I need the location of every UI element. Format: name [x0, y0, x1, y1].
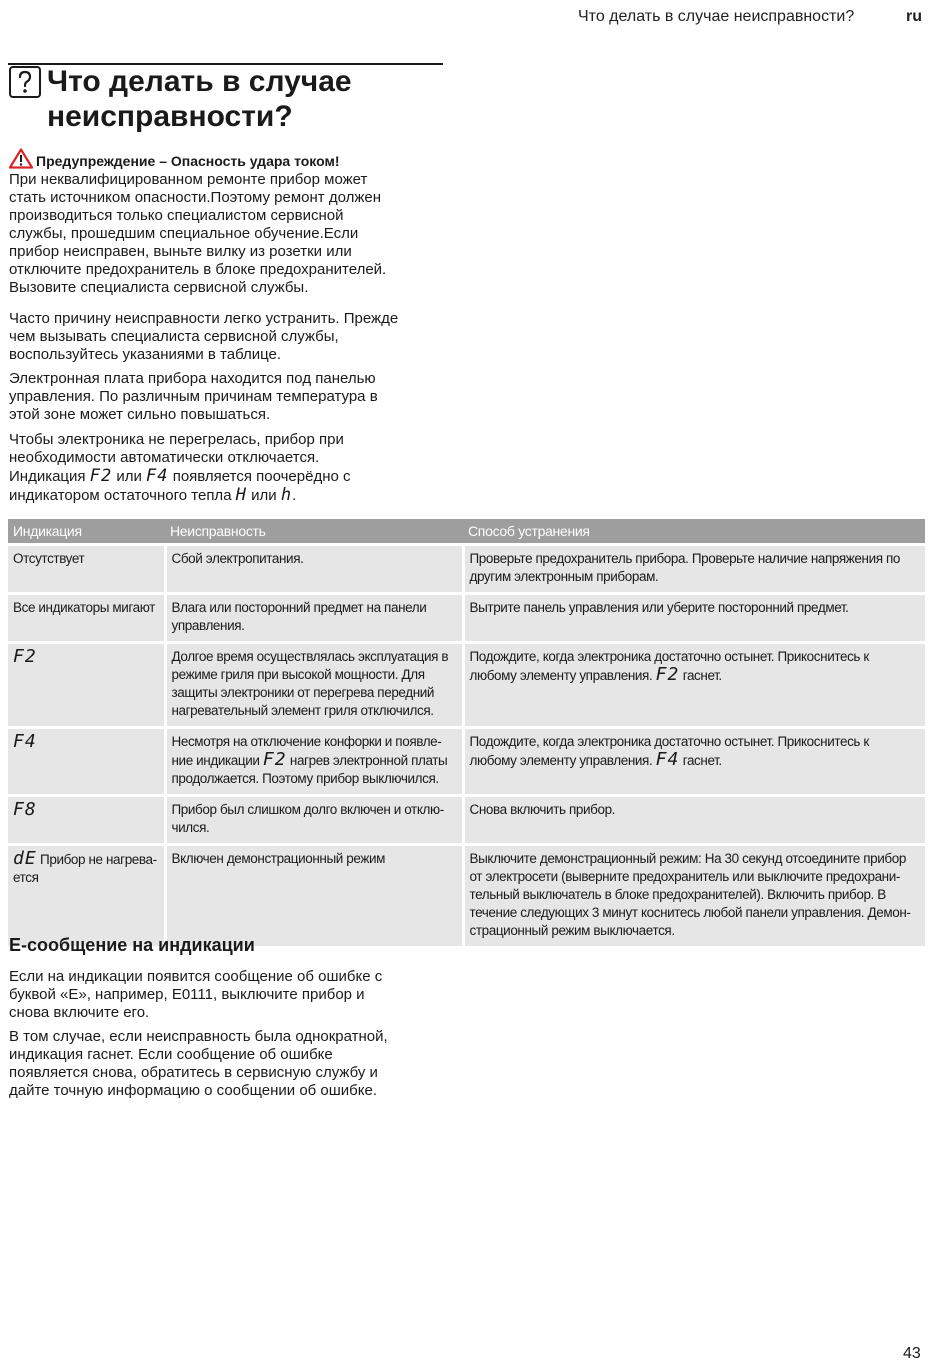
text-line: необходимости автоматически отключается. — [9, 449, 320, 466]
cell-line: Несмотря на отключение конфорки и появле- — [171, 734, 442, 749]
cell-line: Прибор был слишком долго включен и отклю- — [171, 802, 444, 817]
troubleshooting-table — [8, 519, 925, 946]
text-line: Часто причину неисправности легко устранить. Прежде — [9, 310, 399, 327]
cell-line: ется — [13, 870, 39, 885]
e-section-paragraph-2 — [9, 1028, 449, 1100]
cell-line — [470, 751, 921, 770]
warning-triangle-icon — [9, 148, 33, 169]
table-row — [8, 545, 925, 594]
cell-line: продолжается. Поэтому прибор выключился. — [171, 771, 439, 786]
cell-line: Подождите, когда электроника достаточно остынет. Прикоснитесь к — [469, 734, 869, 749]
display-code: dE — [13, 848, 37, 869]
display-code: H — [235, 485, 247, 505]
cell-line — [172, 751, 457, 770]
cell-line: Влага или посторонний предмет на панели — [171, 600, 427, 615]
language-code: ru — [906, 8, 922, 25]
page-title-line: неисправности? — [47, 100, 293, 133]
text-line: Вызовите специалиста сервисной службы. — [9, 279, 309, 296]
running-header-title: Что делать в случае неисправности? — [578, 8, 855, 25]
cell-line — [470, 666, 921, 685]
remedy-cell — [463, 643, 925, 728]
cell-line: нагревательный элемент гриля отключился. — [171, 703, 434, 718]
text-line: В том случае, если неисправность была однократной, — [9, 1028, 388, 1045]
cell-line: Подождите, когда электроника достаточно остынет. Прикоснитесь к — [469, 649, 869, 664]
table-row — [8, 728, 925, 796]
text-line: При неквалифицированном ремонте прибор может — [9, 171, 368, 188]
page-number: 43 — [903, 1345, 921, 1362]
cell-line: тельный выключатель в блоке предохранителей). Включить прибор. В — [469, 887, 886, 902]
text-fragment: любому элементу управления. — [469, 753, 656, 768]
text-line: управления. По различным причинам температура в — [9, 388, 378, 405]
cell-line: Включен демонстрационный режим — [171, 851, 385, 866]
text-line: службы, прошедшим специальное обучение.Если — [9, 225, 359, 242]
column-header: Способ устранения — [463, 519, 925, 545]
text-line: прибор неисправен, выньте вилку из розетки или — [9, 243, 352, 260]
indication-cell — [8, 796, 165, 845]
display-code: h — [280, 485, 293, 505]
text-line — [9, 486, 449, 505]
question-mark-icon — [9, 66, 41, 98]
text-line: стать источником опасности.Поэтому ремонт должен — [9, 189, 382, 206]
text-line: Чтобы электроника не перегрелась, прибор при — [9, 431, 344, 448]
paragraph-1 — [9, 310, 449, 364]
fault-cell — [165, 594, 463, 643]
cell-line: течение следующих 3 минут коснитесь любой панели управления. Демон- — [469, 905, 911, 920]
cell-line: режиме гриля при высокой мощности. Для — [171, 667, 425, 682]
text-line: индикация гаснет. Если сообщение об ошибке — [9, 1046, 333, 1063]
remedy-cell — [463, 594, 925, 643]
text-fragment: гаснет. — [679, 753, 722, 768]
remedy-cell — [463, 728, 925, 796]
cell-line: Проверьте предохранитель прибора. Проверьте наличие напряжения по — [469, 551, 901, 566]
cell-line: Долгое время осуществлялась эксплуатация в — [171, 649, 449, 664]
table-header-row — [8, 519, 925, 545]
page-title — [47, 64, 447, 134]
text-fragment: Индикация — [9, 468, 90, 485]
text-line: Электронная плата прибора находится под панелью — [9, 370, 376, 387]
warning-heading — [9, 148, 449, 170]
fault-cell — [165, 545, 463, 594]
section-title: E-сообщение на индикации — [9, 935, 255, 955]
remedy-cell — [463, 845, 925, 947]
cell-line: Вытрите панель управления или уберите посторонний предмет. — [469, 600, 849, 615]
cell-line: Сбой электропитания. — [171, 551, 304, 566]
table-row — [8, 594, 925, 643]
table-row — [8, 643, 925, 728]
remedy-cell — [463, 796, 925, 845]
cell-line: чился. — [171, 820, 210, 835]
e-section-paragraph-1 — [9, 968, 449, 1022]
text-line: Если на индикации появится сообщение об ошибке с — [9, 968, 383, 985]
cell-line: Выключите демонстрационный режим: На 30 секунд отсоедините прибор — [469, 851, 906, 866]
text-line: чем вызывать специалиста сервисной службы, — [9, 328, 339, 345]
cell-line: управления. — [171, 618, 245, 633]
display-code: F8 — [13, 799, 37, 820]
display-code: F2 — [655, 664, 680, 685]
text-line: буквой «E», например, E0111, выключите прибор и — [9, 986, 365, 1003]
fault-cell — [165, 796, 463, 845]
fault-cell — [165, 845, 463, 947]
text-fragment: или — [112, 468, 147, 485]
text-line — [9, 467, 449, 486]
text-fragment: гаснет. — [679, 668, 722, 683]
text-line: снова включите его. — [9, 1004, 150, 1021]
display-code: F2 — [13, 646, 37, 667]
indication-cell — [8, 728, 165, 796]
table-row — [8, 845, 925, 947]
page-title-line: Что делать в случае — [47, 65, 352, 98]
indication-cell: Отсутствует — [8, 545, 165, 594]
text-fragment: или — [246, 487, 281, 504]
indication-cell: Все индикаторы мигают — [8, 594, 165, 643]
text-fragment: Прибор не нагрева- — [36, 852, 157, 867]
text-fragment: ние индикации — [171, 753, 263, 768]
text-line: дайте точную информацию о сообщении об ошибке. — [9, 1082, 378, 1099]
cell-line: защиты электроники от перегрева передний — [171, 685, 435, 700]
display-code: F4 — [655, 749, 680, 770]
fault-cell — [165, 643, 463, 728]
cell-line — [13, 850, 159, 869]
remedy-cell — [463, 545, 925, 594]
warning-text — [9, 171, 449, 297]
warning-heading-text: Предупреждение – Опасность удара током! — [36, 153, 340, 169]
text-line: появляется снова, обратитесь в сервисную службу и — [9, 1064, 378, 1081]
text-fragment: . — [292, 487, 297, 504]
text-fragment: нагрев электронной платы — [286, 753, 448, 768]
text-line: производиться только специалистом сервисной — [9, 207, 344, 224]
cell-line: от электросети (выверните предохранитель или выключите предохрани- — [469, 869, 900, 884]
display-code: F2 — [89, 466, 113, 486]
text-line: отключите предохранитель в блоке предохранителей. — [9, 261, 387, 278]
text-fragment: индикатором остаточного тепла — [9, 487, 236, 504]
cell-line: другим электронным приборам. — [469, 569, 659, 584]
table-row — [8, 796, 925, 845]
column-header: Индикация — [8, 519, 165, 545]
display-code: F2 — [262, 749, 287, 770]
fault-cell — [165, 728, 463, 796]
text-line: воспользуйтесь указаниями в таблице. — [9, 346, 282, 363]
cell-line: страционный режим выключается. — [469, 923, 675, 938]
display-code: F4 — [146, 466, 169, 486]
text-line: этой зоне может сильно повышаться. — [9, 406, 271, 423]
indication-cell — [8, 845, 165, 947]
indication-cell — [8, 643, 165, 728]
display-code: F4 — [13, 731, 37, 752]
column-header: Неисправность — [165, 519, 463, 545]
paragraph-2 — [9, 370, 449, 424]
text-fragment: любому элементу управления. — [469, 668, 656, 683]
cell-line: Снова включить прибор. — [469, 802, 616, 817]
text-fragment: появляется поочерёдно с — [168, 468, 351, 485]
paragraph-3 — [9, 431, 449, 505]
